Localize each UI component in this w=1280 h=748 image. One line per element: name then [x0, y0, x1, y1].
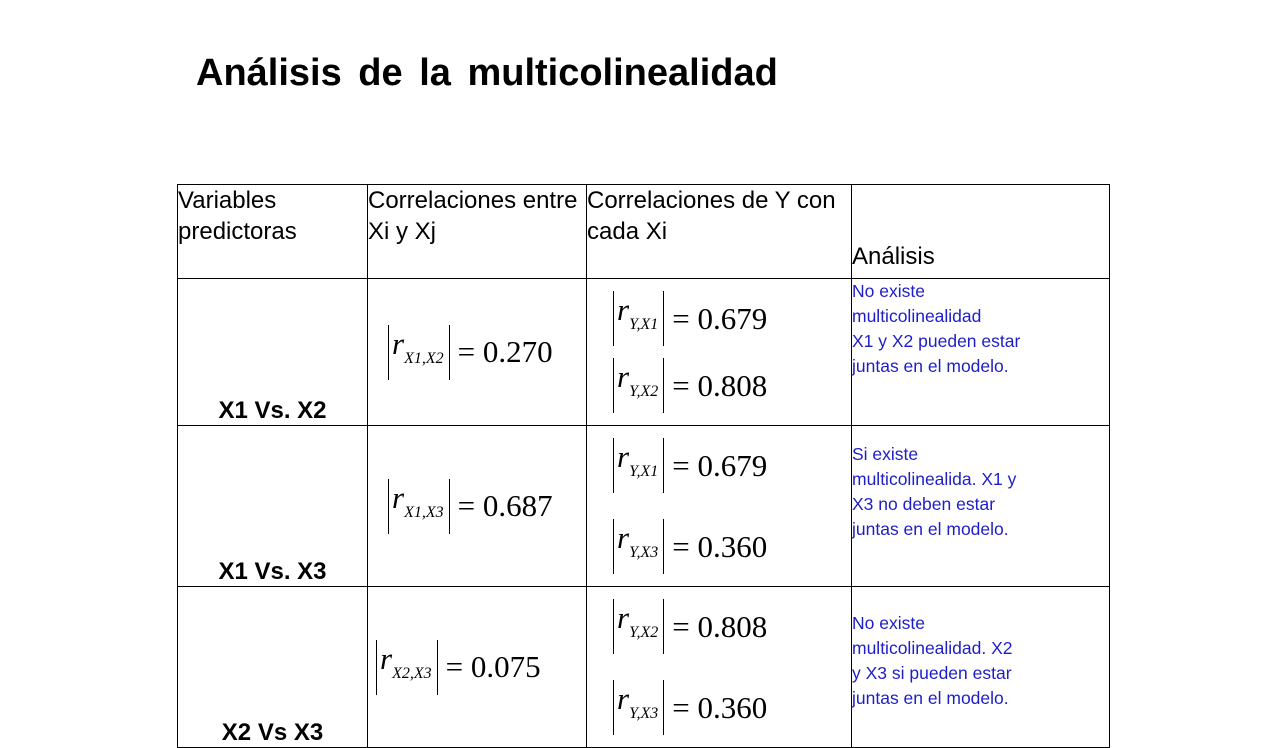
header-row	[178, 185, 1110, 279]
analysis-cell	[852, 426, 1110, 587]
yx-correlation-formula	[613, 680, 851, 735]
analysis-line: juntas en el modelo.	[852, 688, 1009, 708]
r-symbol: r	[617, 681, 630, 716]
formula-subscript: Y,X2	[629, 624, 659, 641]
yx-correlation-cell	[587, 279, 852, 426]
formula-value: = 0.270	[457, 334, 553, 369]
yx-correlation-formula	[613, 358, 851, 413]
variable-pair: X2 Vs X3	[178, 587, 368, 748]
header-correlations-xx: Correlaciones entre Xi y Xj	[368, 185, 587, 279]
formula-subscript: Y,X3	[629, 705, 659, 722]
header-correlations-yx: Correlaciones de Y con cada Xi	[587, 185, 852, 279]
analysis-line: No existe	[852, 613, 925, 633]
yx-correlation-formula	[613, 291, 851, 346]
formula-subscript: X1,X2	[404, 349, 444, 367]
slide-title: Análisis de la multicolinealidad	[196, 52, 778, 94]
analysis-cell	[852, 279, 1110, 426]
r-symbol: r	[617, 359, 630, 394]
yx-correlation-formula	[613, 519, 851, 574]
analysis-line: multicolinealida. X1 y	[852, 469, 1017, 489]
yx-correlation-cell	[587, 587, 852, 748]
yx-correlation-formula	[613, 599, 851, 654]
yx-correlation-cell	[587, 426, 852, 587]
formula-subscript: X1,X3	[404, 503, 444, 521]
formula-value: = 0.687	[457, 488, 553, 523]
table-row	[178, 426, 1110, 587]
header-variables: Variables predictoras	[178, 185, 368, 279]
r-symbol: r	[392, 479, 405, 515]
formula-value: = 0.679	[672, 447, 768, 483]
formula-subscript: Y,X1	[629, 316, 659, 333]
formula-value: = 0.360	[672, 528, 768, 564]
r-symbol: r	[617, 520, 630, 555]
r-symbol: r	[380, 640, 393, 676]
analysis-line: X1 y X2 pueden estar	[852, 331, 1021, 351]
analysis-line: Si existe	[852, 444, 919, 464]
xx-correlation-formula	[368, 640, 586, 695]
analysis-cell	[852, 587, 1110, 748]
formula-value: = 0.679	[672, 300, 768, 336]
analysis-line: juntas en el modelo.	[852, 356, 1009, 376]
variable-pair: X1 Vs. X2	[178, 279, 368, 426]
formula-value: = 0.075	[445, 649, 541, 684]
analysis-line: multicolinealidad	[852, 306, 982, 326]
formula-value: = 0.808	[672, 608, 768, 644]
yx-correlation-formula	[613, 438, 851, 493]
xx-correlation-formula	[368, 479, 586, 534]
formula-subscript: Y,X3	[629, 544, 659, 561]
table-row	[178, 279, 1110, 426]
analysis-line: juntas en el modelo.	[852, 519, 1009, 539]
xx-correlation-cell	[368, 426, 587, 587]
xx-correlation-formula	[368, 325, 586, 380]
formula-subscript: Y,X2	[629, 383, 659, 400]
formula-subscript: Y,X1	[629, 463, 659, 480]
table-row	[178, 587, 1110, 748]
multicollinearity-table	[177, 184, 1110, 748]
xx-correlation-cell	[368, 279, 587, 426]
xx-correlation-cell	[368, 587, 587, 748]
formula-subscript: X2,X3	[392, 664, 432, 682]
header-analysis: Análisis	[852, 185, 1110, 279]
r-symbol: r	[617, 439, 630, 474]
variable-pair: X1 Vs. X3	[178, 426, 368, 587]
analysis-line: y X3 si pueden estar	[852, 663, 1012, 683]
analysis-line: X3 no deben estar	[852, 494, 996, 514]
r-symbol: r	[617, 292, 630, 327]
r-symbol: r	[617, 600, 630, 635]
formula-value: = 0.808	[672, 367, 768, 403]
analysis-line: multicolinealidad. X2	[852, 638, 1013, 658]
r-symbol: r	[392, 325, 405, 361]
analysis-line: No existe	[852, 281, 925, 301]
formula-value: = 0.360	[672, 689, 768, 725]
